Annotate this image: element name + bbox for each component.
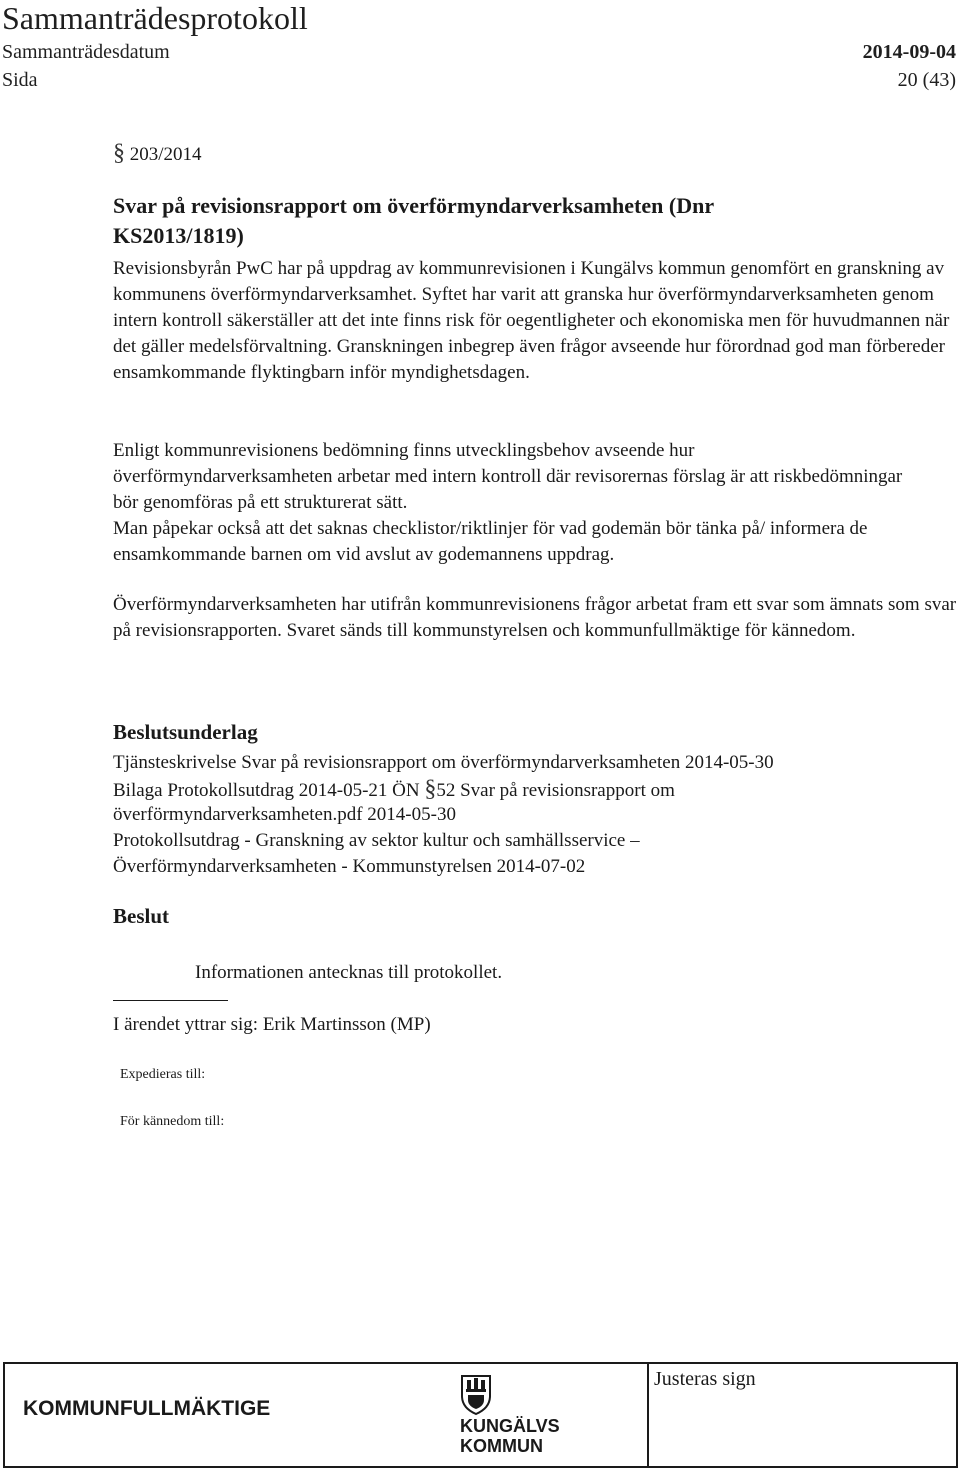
kungalv-logo (460, 1370, 620, 1454)
meeting-date-value: 2014-09-04 (862, 41, 956, 63)
logo-text-line1: KUNGÄLVS (460, 1416, 560, 1436)
speaker-line: I ärendet yttrar sig: Erik Martinsson (MP) (113, 1014, 431, 1035)
beslutsunderlag-heading: Beslutsunderlag (113, 720, 258, 744)
footer-organ: KOMMUNFULLMÄKTIGE (23, 1397, 271, 1420)
case-title-line1: Svar på revisionsrapport om överförmyndarverksamheten (Dnr (113, 193, 715, 218)
beslutsunderlag-item-4: Protokollsutdrag - Granskning av sektor kultur och samhällsservice – (113, 830, 640, 851)
section-icon: § (113, 140, 125, 166)
decision-text: Informationen antecknas till protokollet. (195, 962, 503, 983)
page-number: 20 (43) (897, 69, 956, 91)
body-paragraph-4: Överförmyndarverksamheten har utifrån kommunrevisionens frågor arbetat fram ett svar som ämnats som svar på revisionsrapporten. Svaret sänds till kommunstyrelsen och kommunfullmäktige för kännedom. (113, 594, 957, 641)
kannedom-label: För kännedom till: (120, 1114, 225, 1129)
section-icon: § (424, 776, 437, 802)
expedieras-label: Expedieras till: (120, 1067, 206, 1082)
footer-box (3, 1362, 958, 1468)
case-title-line2: KS2013/1819) (113, 223, 244, 248)
justeras-sign-label: Justeras sign (654, 1368, 756, 1390)
body-paragraph-2: Enligt kommunrevisionens bedömning finns utvecklingsbehov avseende hur överförmyndarverksamheten arbetar med intern kontroll där revisorernas förslag är att riskbedömningar bör genomföras på ett strukturerat sätt. (113, 440, 903, 513)
body-paragraph-3: Man påpekar också att det saknas checklistor/riktlinjer för vad godemän bör tänka på/ informera de ensamkommande barnen om vid avslut av godemannens uppdrag. (113, 518, 868, 565)
beslutsunderlag-item-1: Tjänsteskrivelse Svar på revisionsrapport om överförmyndarverksamheten 2014-05-30 (113, 752, 774, 773)
beslutsunderlag-item-2 (113, 776, 675, 804)
page-label: Sida (2, 69, 38, 91)
separator-line (113, 1000, 228, 1001)
beslutsunderlag-item-2-rest: 52 Svar på revisionsrapport om (436, 780, 675, 801)
case-number (113, 140, 202, 168)
beslutsunderlag-item-5: Överförmyndarverksamheten - Kommunstyrelsen 2014-07-02 (113, 856, 586, 877)
shield-icon (462, 1376, 490, 1414)
meeting-date-label: Sammanträdesdatum (2, 41, 170, 63)
case-number-text: 203/2014 (129, 144, 202, 165)
document-title: Sammanträdesprotokoll (2, 0, 308, 36)
beslutsunderlag-item-3: överförmyndarverksamheten.pdf 2014-05-30 (113, 804, 456, 825)
logo-text-line2: KOMMUN (460, 1436, 543, 1454)
beslutsunderlag-item-2-text: Bilaga Protokollsutdrag 2014-05-21 ÖN (113, 780, 425, 801)
beslut-heading: Beslut (113, 904, 170, 928)
body-paragraph-1: Revisionsbyrån PwC har på uppdrag av kommunrevisionen i Kungälvs kommun genomfört en granskning av kommunens överförmyndarverksamhet. Syftet har varit att granska hur överförmyndarverksamheten genom intern kontroll säkerställer att det inte finns risk för oegentligheter och ekonomiska men för huvudmannen när det gäller medelsförvaltning. Granskningen inbegrep även frågor avseende hur förordnad god man förbereder ensamkommande flyktingbarn inför myndighetsdagen. (113, 258, 950, 383)
footer-divider (647, 1364, 649, 1466)
